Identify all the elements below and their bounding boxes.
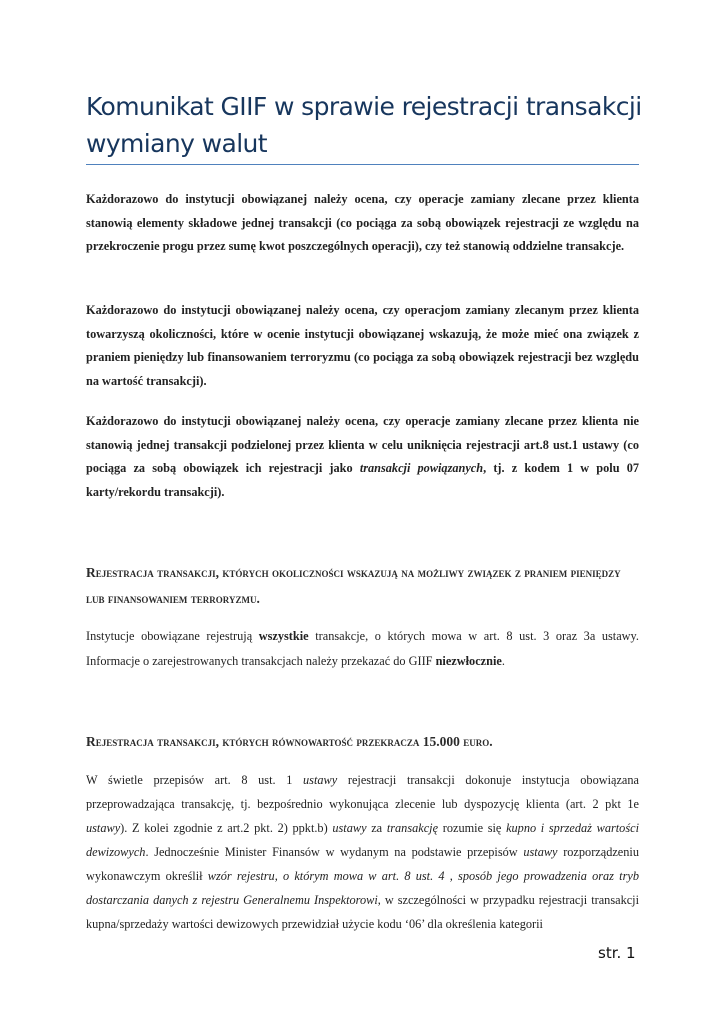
section-2-segment: za: [366, 821, 387, 835]
title-underline: [86, 164, 639, 165]
section-1-text-a: Instytucje obowiązane rejestrują: [86, 629, 259, 643]
document-title: Komunikat GIIF w sprawie rejestracji transakcji wymiany walut: [86, 92, 642, 158]
section-2-segment: ustawy: [523, 845, 558, 859]
section-2-segment: transakcję: [386, 821, 439, 835]
section-2-segment: rozumie się: [438, 821, 507, 835]
paragraph-2: Każdorazowo do instytucji obowiązanej należy ocena, czy operacjom zamiany zlecanym przez klienta towarzyszą okoliczności, które w ocenie instytucji obowiązanej wskazują, że może mieć ona związek z praniem pieniędzy lub finansowaniem terroryzmu (co pociąga za sobą obowiązek rejestracji bez względu na wartość transakcji).: [86, 303, 639, 388]
section-2-segment: rozporządzeniu wykonawczym określił: [86, 845, 639, 883]
section-2-segment: kupno i sprzedaż wartości dewizowych: [86, 821, 639, 859]
section-2-heading: Rejestracja transakcji, których równowartość przekracza 15.000 euro.: [86, 734, 493, 749]
section-1-text-c: .: [501, 653, 505, 668]
paragraph-1: Każdorazowo do instytucji obowiązanej należy ocena, czy operacje zamiany zlecane przez klienta stanowią elementy składowe jednej transakcji (co pociąga za sobą obowiązek rejestracji ze względu na przekroczenie progu przez sumę kwot poszczególnych operacji), czy też stanowią oddzielne transakcje.: [86, 192, 639, 253]
section-1-heading: Rejestracja transakcji, których okoliczności wskazują na możliwy związek z praniem pieniędzy lub finansowaniem terroryzmu.: [86, 565, 621, 606]
section-2-paragraph: [86, 768, 639, 936]
page-number: str. 1: [598, 944, 636, 962]
paragraph-3-text-a: Każdorazowo do instytucji obowiązanej należy ocena, czy operacje zamiany zlecane przez klienta nie stanowią jednej transakcji podzielonej przez klienta w celu uniknięcia rejestracji art.8 ust.1 ustawy (co pociąga za sobą obowiązek ich rejestracji jako: [86, 414, 639, 475]
section-2-segment: rejestracji transakcji dokonuje instytucja obowiązana przeprowadzająca transakcję, tj. bezpośrednio wykonująca zlecenie lub dyspozycję klienta (art. 2 pkt 1e: [86, 773, 639, 811]
section-2-segment: ustawy: [303, 773, 338, 787]
section-1-bold-b: niezwłocznie: [435, 653, 502, 668]
section-2-segment: W świetle przepisów art. 8 ust. 1: [86, 773, 304, 787]
paragraph-3: [86, 410, 639, 504]
section-2-segment: , w szczególności w przypadku rejestracji transakcji kupna/sprzedaży wartości dewizowych przewidział użycie kodu ‘06’ dla określenia kategorii: [86, 893, 640, 931]
section-1-text-b: transakcje, o których mowa w art. 8 ust. 3 oraz 3a ustawy. Informacje o zarejestrowanych transakcjach należy przekazać do GIIF: [86, 629, 639, 668]
section-1-paragraph: [86, 624, 639, 673]
paragraph-3-text-b: , tj. z kodem 1 w polu 07 karty/rekordu transakcji).: [86, 461, 639, 499]
section-2-segment: ). Z kolei zgodnie z art.2 pkt. 2) ppkt.b): [120, 821, 333, 835]
paragraph-3-italic: transakcji powiązanych: [359, 461, 484, 475]
section-2-segment: wzór rejestru, o którym mowa w art. 8 ust. 4 , sposób jego prowadzenia oraz tryb dostarczania danych z rejestru Generalnemu Inspektorowi: [86, 869, 639, 907]
section-1-bold-a: wszystkie: [258, 629, 309, 643]
section-2-segment: . Jednocześnie Minister Finansów w wydanym na podstawie przepisów: [145, 845, 524, 859]
section-2-segment: ustawy: [86, 821, 121, 835]
section-2-segment: ustawy: [332, 821, 367, 835]
